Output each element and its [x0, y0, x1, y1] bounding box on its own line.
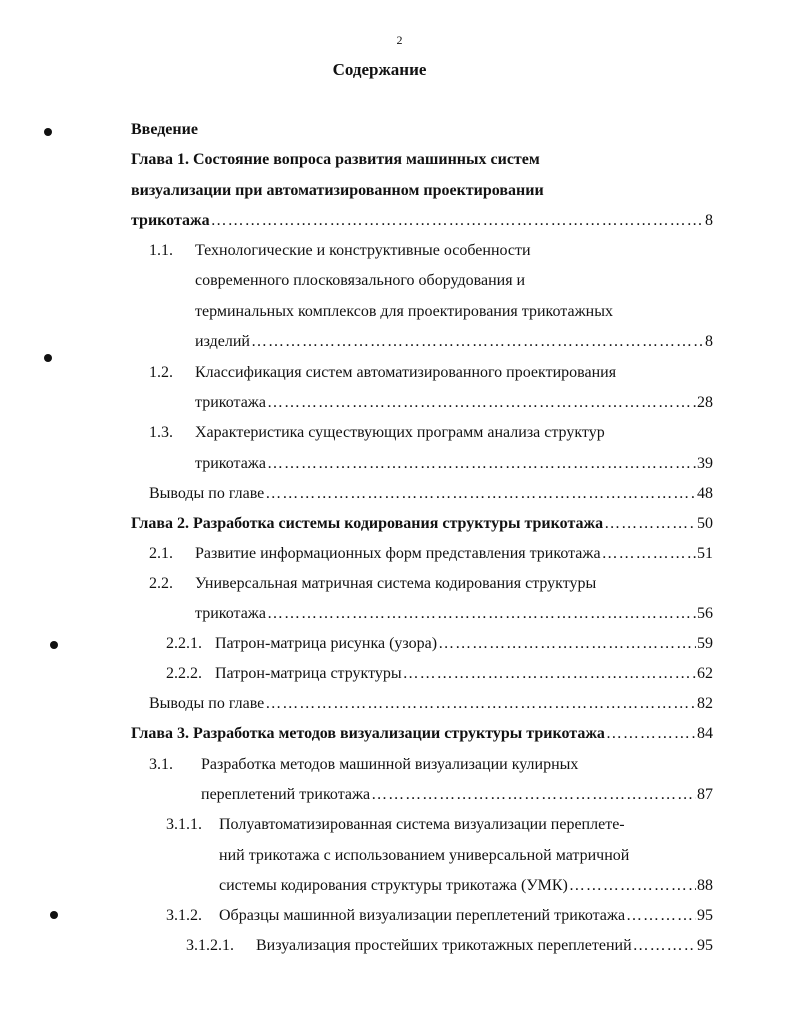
item-2-1-entry — [195, 544, 713, 564]
item-2-2-2-label: Патрон-матрица структуры — [215, 665, 402, 682]
chapter1-title-line3: трикотажа — [131, 212, 210, 229]
leader-dots — [606, 724, 696, 744]
item-1-3-number: 1.3. — [149, 424, 173, 441]
item-2-2-page: 56 — [697, 605, 713, 622]
item-3-1-line2: переплетений трикотажа — [201, 786, 371, 803]
item-1-1-number: 1.1. — [149, 242, 173, 259]
chapter2-conclusion-label: Выводы по главе — [149, 695, 265, 712]
chapter2-conclusion-page: 82 — [697, 695, 713, 712]
leader-dots — [633, 936, 696, 956]
item-2-2-1-label: Патрон-матрица рисунка (узора) — [215, 635, 438, 652]
item-3-1-1-entry — [219, 876, 713, 896]
item-1-2-number: 1.2. — [149, 364, 173, 381]
page-number: 2 — [396, 33, 403, 47]
leader-dots — [626, 906, 696, 926]
item-1-2-line1: Классификация систем автоматизированного проектирования — [195, 364, 617, 381]
item-3-1-2-1-number: 3.1.2.1. — [186, 937, 234, 954]
item-3-1-entry — [201, 785, 713, 805]
item-2-1-number: 2.1. — [149, 545, 173, 562]
item-3-1-page: 87 — [697, 786, 713, 803]
item-3-1-1-line2: ний трикотажа с использованием универсальной матричной — [219, 847, 630, 864]
item-3-1-2-page: 95 — [697, 907, 713, 924]
item-3-1-2-1-page: 95 — [697, 937, 713, 954]
binder-hole-mark — [50, 911, 58, 919]
chapter1-entry — [131, 211, 713, 231]
chapter3-page: 84 — [697, 725, 713, 742]
item-2-2-2-entry — [215, 664, 713, 684]
item-1-1-line4: изделий — [195, 333, 250, 350]
item-3-1-1-line3: системы кодирования структуры трикотажа (УМК) — [219, 877, 568, 894]
chapter2-page: 50 — [697, 515, 713, 532]
item-1-1-page: 8 — [705, 333, 713, 350]
item-2-1-line1: Развитие информационных форм представления трикотажа — [195, 545, 601, 562]
item-1-1-line2: современного плосковязального оборудования и — [195, 272, 526, 289]
item-2-2-line2: трикотажа — [195, 605, 266, 622]
item-1-2-entry — [195, 393, 713, 413]
leader-dots — [267, 454, 696, 474]
chapter3-entry — [131, 724, 713, 744]
chapter2-conclusion-entry — [149, 694, 713, 714]
item-3-1-1-page: 88 — [697, 877, 713, 894]
chapter1-title-line1: Глава 1. Состояние вопроса развития машинных систем — [131, 151, 540, 168]
leader-dots — [211, 211, 704, 231]
item-2-2-1-number: 2.2.1. — [166, 635, 202, 652]
chapter3-title: Глава 3. Разработка методов визуализации структуры трикотажа — [131, 725, 605, 742]
item-3-1-line1: Разработка методов машинной визуализации кулирных — [201, 756, 579, 773]
item-3-1-number: 3.1. — [149, 756, 173, 773]
item-3-1-2-1-entry — [256, 936, 713, 956]
chapter1-title-line2: визуализации при автоматизированном проектировании — [131, 182, 544, 199]
item-1-2-page: 28 — [697, 394, 713, 411]
chapter2-entry — [131, 514, 713, 534]
item-1-3-line2: трикотажа — [195, 455, 266, 472]
item-2-2-entry — [195, 604, 713, 624]
item-2-2-2-number: 2.2.2. — [166, 665, 202, 682]
leader-dots — [267, 393, 696, 413]
chapter1-conclusion-entry — [149, 484, 713, 504]
item-1-3-page: 39 — [697, 455, 713, 472]
chapter2-title: Глава 2. Разработка системы кодирования структуры трикотажа — [131, 515, 604, 532]
binder-hole-mark — [44, 128, 52, 136]
chapter1-conclusion-page: 48 — [697, 485, 713, 502]
item-2-2-number: 2.2. — [149, 575, 173, 592]
item-1-3-line1: Характеристика существующих программ анализа структур — [195, 424, 605, 441]
leader-dots — [267, 604, 696, 624]
toc-title: Содержание — [332, 60, 427, 79]
item-2-1-page: 51 — [697, 545, 713, 562]
item-3-1-2-line1: Образцы машинной визуализации переплетений трикотажа — [219, 907, 626, 924]
binder-hole-mark — [50, 641, 58, 649]
leader-dots — [569, 876, 696, 896]
chapter1-conclusion-label: Выводы по главе — [149, 485, 265, 502]
item-2-2-line1: Универсальная матричная система кодирования структуры — [195, 575, 597, 592]
toc-intro: Введение — [131, 121, 198, 138]
item-2-2-1-entry — [215, 634, 713, 654]
item-1-1-line1: Технологические и конструктивные особенности — [195, 242, 531, 259]
leader-dots — [251, 332, 704, 352]
item-2-2-1-page: 59 — [697, 635, 713, 652]
leader-dots — [604, 514, 696, 534]
binder-hole-mark — [44, 354, 52, 362]
leader-dots — [265, 484, 696, 504]
item-1-3-entry — [195, 454, 713, 474]
item-1-1-line3: терминальных комплексов для проектирования трикотажных — [195, 303, 613, 320]
item-3-1-1-number: 3.1.1. — [166, 816, 202, 833]
item-3-1-2-1-label: Визуализация простейших трикотажных переплетений — [256, 937, 632, 954]
leader-dots — [602, 544, 696, 564]
item-1-2-line2: трикотажа — [195, 394, 266, 411]
chapter1-page: 8 — [705, 212, 713, 229]
item-3-1-1-line1: Полуавтоматизированная система визуализации переплете- — [219, 816, 625, 833]
leader-dots — [403, 664, 696, 684]
item-3-1-2-entry — [219, 906, 713, 926]
item-2-2-2-page: 62 — [697, 665, 713, 682]
leader-dots — [438, 634, 696, 654]
leader-dots — [265, 694, 696, 714]
item-1-1-entry — [195, 332, 713, 352]
leader-dots — [371, 785, 696, 805]
item-3-1-2-number: 3.1.2. — [166, 907, 202, 924]
